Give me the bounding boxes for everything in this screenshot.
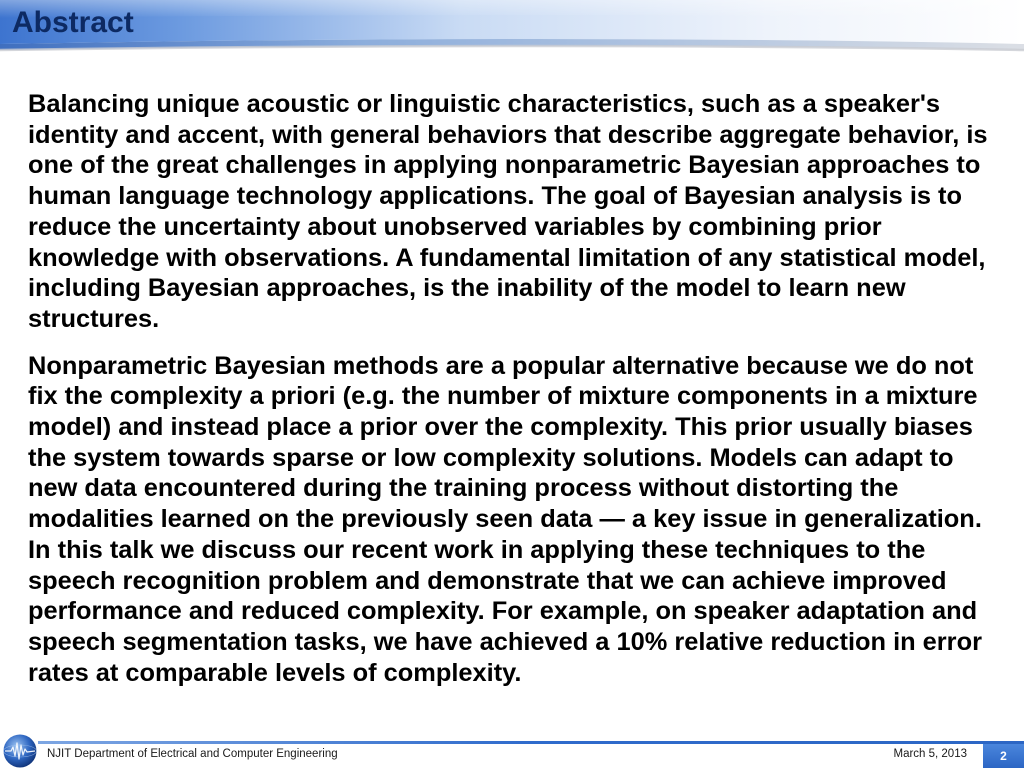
page-number: 2 [1000, 749, 1007, 763]
paragraph-line: one of the great challenges in applying nonparametric Bayesian approaches to [28, 151, 981, 180]
paragraph-line: including Bayesian approaches, is the inability of the model to learn new [28, 274, 906, 303]
title-bar-background [0, 0, 1024, 62]
paragraph-1 [28, 89, 1008, 335]
paragraph-line: Balancing unique acoustic or linguistic characteristics, such as a speaker's [28, 90, 940, 118]
paragraph-line: In this talk we discuss our recent work in applying these techniques to the [28, 535, 926, 564]
paragraph-2 [28, 351, 1008, 689]
globe-waveform-icon [2, 733, 38, 768]
paragraph-line: new data encountered during the training process without distorting the [28, 474, 899, 503]
page-number-box [983, 744, 1024, 768]
slide-title: Abstract [12, 6, 134, 39]
paragraph-line: speech segmentation tasks, we have achieved a 10% relative reduction in error [28, 627, 982, 656]
paragraph-line: reduce the uncertainty about unobserved variables by combining prior [28, 212, 882, 241]
paragraph-line: rates at comparable levels of complexity. [28, 658, 522, 687]
paragraph-line: speech recognition problem and demonstrate that we can achieve improved [28, 566, 947, 595]
paragraph-line: Nonparametric Bayesian methods are a popular alternative because we do not [28, 351, 974, 380]
paragraph-line: model) and instead place a prior over the complexity. This prior usually biases [28, 413, 973, 442]
paragraph-line: human language technology applications. The goal of Bayesian analysis is to [28, 182, 963, 211]
abstract-body [28, 89, 1008, 704]
paragraph-line: identity and accent, with general behaviors that describe aggregate behavior, is [28, 120, 988, 149]
paragraph-line: structures. [28, 304, 160, 333]
paragraph-line: the system towards sparse or low complexity solutions. Models can adapt to [28, 443, 954, 472]
footer-organization: NJIT Department of Electrical and Computer Engineering [47, 748, 338, 760]
paragraph-line: modalities learned on the previously seen data — a key issue in generalization. [28, 505, 982, 534]
paragraph-line: fix the complexity a priori (e.g. the number of mixture components in a mixture [28, 382, 978, 411]
footer-date: March 5, 2013 [893, 748, 967, 760]
paragraph-line: performance and reduced complexity. For example, on speaker adaptation and [28, 597, 978, 626]
paragraph-line: knowledge with observations. A fundamental limitation of any statistical model, [28, 243, 986, 272]
